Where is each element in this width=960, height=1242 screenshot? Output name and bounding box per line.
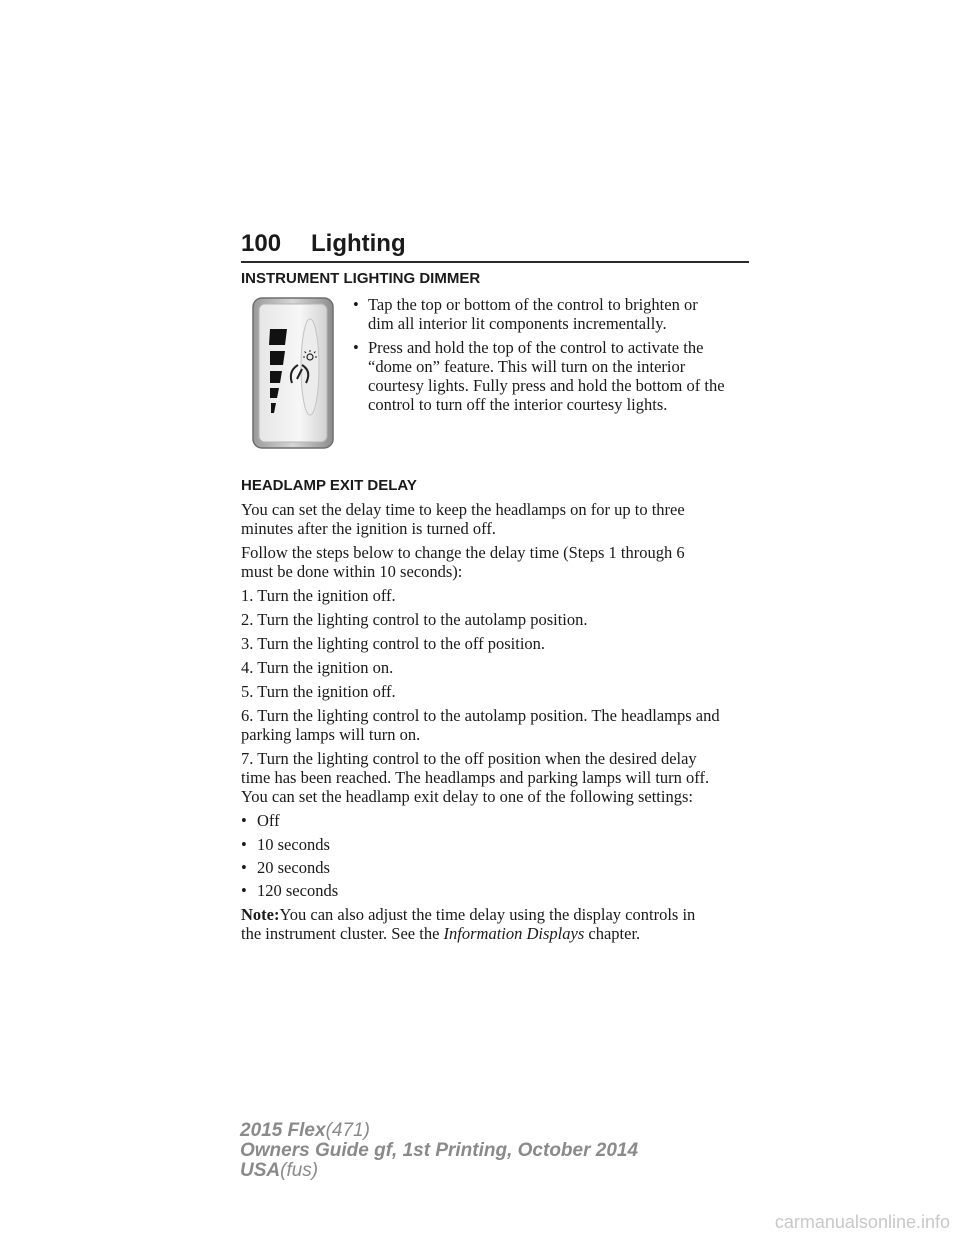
bullet-marker: • xyxy=(241,858,247,877)
bullet-marker: • xyxy=(241,835,247,854)
dimmer-bullet-1-line-1: Tap the top or bottom of the control to brighten or xyxy=(368,295,698,314)
footer-market: USA xyxy=(240,1160,281,1181)
exit-delay-follow-line-2: must be done within 10 seconds): xyxy=(241,562,463,581)
bullet-marker: • xyxy=(241,881,247,900)
note-text-suffix: chapter. xyxy=(588,924,641,943)
setting-item: 20 seconds xyxy=(257,858,330,877)
page-title: Lighting xyxy=(311,230,406,257)
note-text: You can also adjust the time delay using the display controls in xyxy=(279,905,696,924)
chapter-reference: Information Displays xyxy=(443,924,585,943)
note-line-1 xyxy=(241,905,695,924)
dimmer-bullet-2-line-1: Press and hold the top of the control to activate the xyxy=(368,338,704,357)
site-watermark: carmanualsonline.info xyxy=(774,1212,950,1232)
exit-delay-heading: HEADLAMP EXIT DELAY xyxy=(241,477,417,494)
exit-delay-follow-line-1: Follow the steps below to change the delay time (Steps 1 through 6 xyxy=(241,543,685,562)
dimmer-bullet-2-line-4: control to turn off the interior courtesy lights. xyxy=(368,395,668,414)
note-text-prefix: the instrument cluster. See the xyxy=(241,924,440,943)
setting-item: Off xyxy=(257,811,280,830)
step-7-line-1: 7. Turn the lighting control to the off position when the desired delay xyxy=(241,749,697,768)
dimmer-control-illustration xyxy=(252,297,334,449)
step-4: 4. Turn the ignition on. xyxy=(241,658,394,677)
step-6-line-1: 6. Turn the lighting control to the autolamp position. The headlamps and xyxy=(241,706,720,725)
footer-guide: Owners Guide gf, 1st Printing, October 2014 xyxy=(240,1140,639,1161)
bullet-marker: • xyxy=(353,295,359,314)
footer-model-code: (471) xyxy=(325,1120,370,1141)
step-1: 1. Turn the ignition off. xyxy=(241,586,396,605)
footer-model: 2015 Flex xyxy=(240,1120,326,1141)
setting-item: 10 seconds xyxy=(257,835,330,854)
setting-item: 120 seconds xyxy=(257,881,339,900)
step-3: 3. Turn the lighting control to the off position. xyxy=(241,634,546,653)
bullet-marker: • xyxy=(241,811,247,830)
bullet-marker: • xyxy=(353,338,359,357)
step-7-line-2: time has been reached. The headlamps and parking lamps will turn off. xyxy=(241,768,710,787)
dimmer-bullet-2-line-2: “dome on” feature. This will turn on the interior xyxy=(368,357,686,376)
step-5: 5. Turn the ignition off. xyxy=(241,682,396,701)
step-2: 2. Turn the lighting control to the autolamp position. xyxy=(241,610,588,629)
exit-delay-intro-line-2: minutes after the ignition is turned off. xyxy=(241,519,496,538)
note-line-2 xyxy=(241,924,640,943)
step-6-line-2: parking lamps will turn on. xyxy=(241,725,421,744)
dimmer-bullet-2-line-3: courtesy lights. Fully press and hold the bottom of the xyxy=(368,376,725,395)
dimmer-bullet-1-line-2: dim all interior lit components incrementally. xyxy=(368,314,667,333)
exit-delay-intro-line-1: You can set the delay time to keep the headlamps on for up to three xyxy=(241,500,685,519)
step-7-line-3: You can set the headlamp exit delay to one of the following settings: xyxy=(241,787,693,806)
footer-market-code: (fus) xyxy=(280,1160,319,1181)
document-footer xyxy=(240,1121,638,1181)
dimmer-switch-icon xyxy=(252,297,334,449)
note-label: Note: xyxy=(241,905,280,924)
page-number: 100 xyxy=(241,230,282,257)
header-divider xyxy=(241,261,749,263)
dimmer-heading: INSTRUMENT LIGHTING DIMMER xyxy=(241,270,481,287)
